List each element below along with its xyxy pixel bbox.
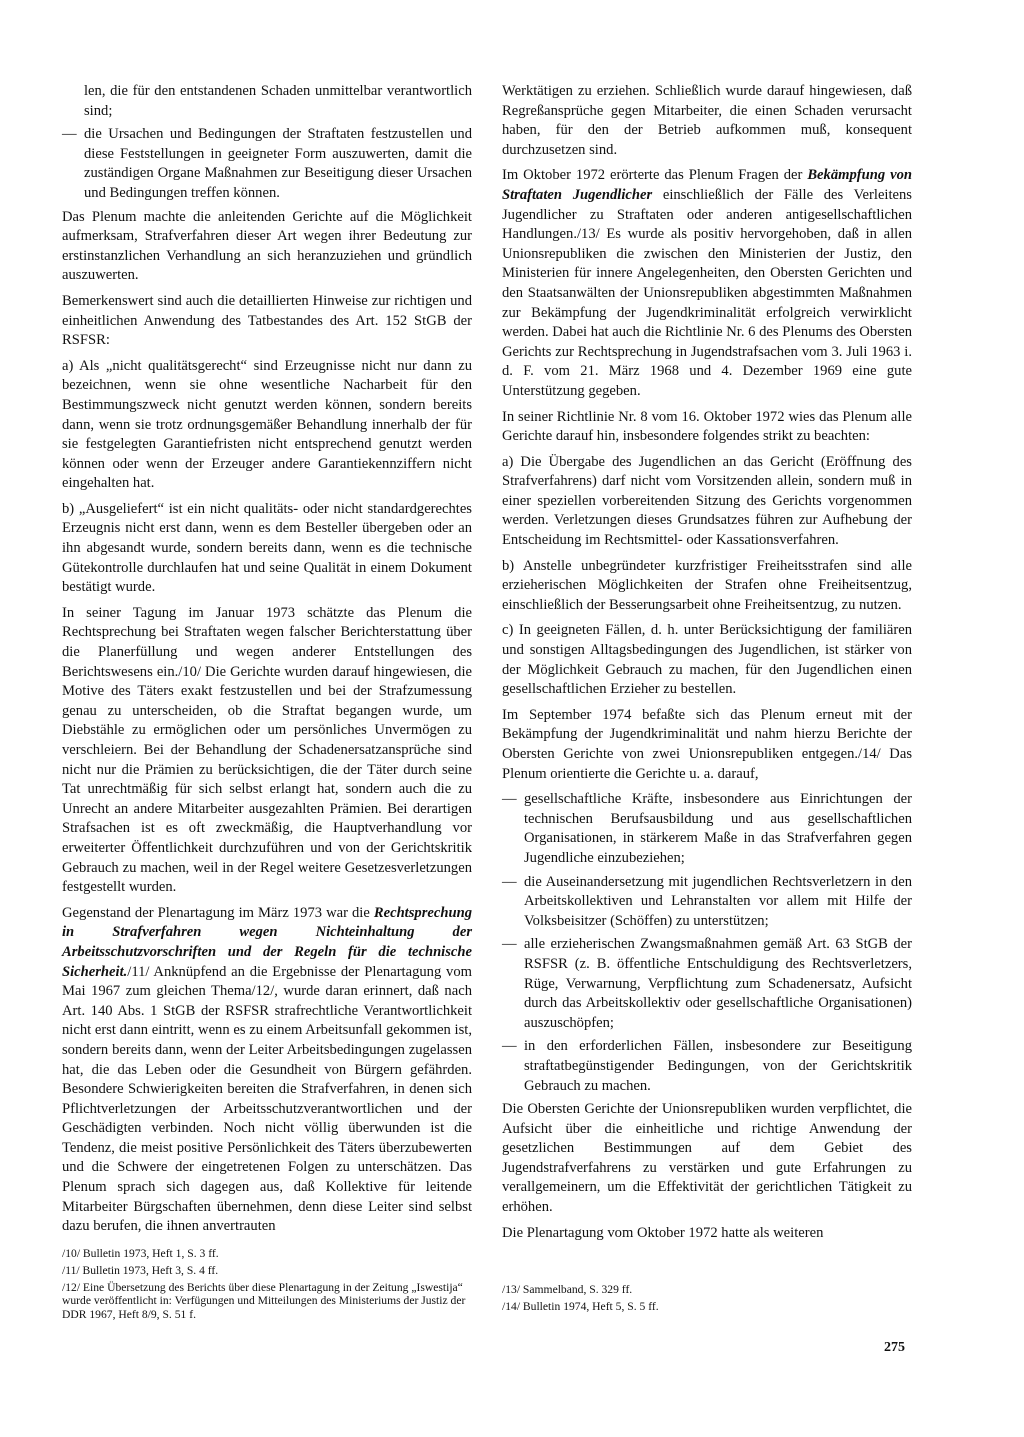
paragraph-richtlinie: In seiner Richtlinie Nr. 8 vom 16. Oktober 1972 wies das Plenum alle Gerichte darauf hin, insbesondere folgendes strikt zu beachten: (502, 408, 912, 445)
paragraph-last: Die Plenartagung vom Oktober 1972 hatte als weiteren (502, 1224, 824, 1241)
left-column (62, 82, 472, 1243)
footnote: /12/ Eine Übersetzung des Berichts über diese Plenartagung in der Zeitung „Iswestija“ wurde veröffentlicht in: Verfügungen und Mitteilungen des Ministeriums der Justiz der DDR 1967, Heft 8/9, S. 51 f. (62, 1280, 466, 1322)
paragraph-point-c: c) In geeigneten Fällen, d. h. unter Berücksichtigung der familiären und sonstigen Alltagsbedingungen des Jugendlichen, ist stärker von der Möglichkeit Gebrauch zu machen, für den Jugendlichen einen gesellschaftlichen Erzieher zu bestellen. (502, 622, 912, 698)
dash-bullet: — (62, 126, 77, 143)
paragraph-obersten-gerichte: Die Obersten Gerichte der Unionsrepubliken wurden verpflichtet, die Aufsicht über die einheitliche und richtige Anwendung der gesetzlichen Bestimmungen auf dem Gebiet des Jugendstrafverfahrens zu verstärken und gute Erfahrungen zu verallgemeinern, um die Effektivität der gerichtlichen Tätigkeit zu erhöhen. (502, 1101, 912, 1216)
paragraph-point-b: b) Anstelle unbegründeter kurzfristiger Freiheitsstrafen sind alle erzieherischen Möglichkeiten der Strafen ohne Freiheitsentzug, einschließlich der Besserungsarbeit ohne Freiheitsentzug, zu nutzen. (502, 557, 912, 613)
paragraph-plenum: Das Plenum machte die anleitenden Gerichte auf die Möglichkeit aufmerksam, Strafverfahren dieser Art wegen ihrer Bedeutung zur erstinstanzlichen Verhandlung an sich heranzuziehen und gründlich auszuwerten. (62, 208, 472, 284)
list-item: — die Ursachen und Bedingungen der Straftaten festzustellen und diese Feststellungen in geeigneter Form auszuwerten, damit die zuständigen Organe Maßnahmen zur Beseitigung dieser Ursachen und Bedingungen treffen können. (62, 126, 472, 201)
list-item: — die Auseinandersetzung mit jugendlichen Rechtsverletzern in den Arbeitskollektiven und Lehranstalten vor allem mit Hilfe der Volksbeisitzer (Schöffen) zu unterstützen; (502, 873, 912, 929)
emphasis-topic: Rechtsprechung in Strafverfahren wegen Nichteinhaltung der Arbeitsschutzvorschriften und der Regeln für die technische Sicherheit. (62, 904, 472, 980)
dash-bullet: — (502, 791, 517, 808)
paragraph-maerz-1973: Gegenstand der Plenartagung im März 1973 war die Rechtsprechung in Strafverfahren wegen Nichteinhaltung der Arbeitsschutzvorschriften und der Regeln für die technische Sicherheit./11/ Anknüpfend an die Ergebnisse der Plenartagung vom Mai 1967 zum gleichen Thema/12/, wurde daran erinnert, daß nach Art. 140 Abs. 1 StGB der RSFSR strafrechtliche Verantwortlichkeit nicht erst dann eintritt, wenn es zu einem Arbeitsunfall gekommen ist, sondern bereits dann, wenn der Leiter Arbeitsbedingungen zugelassen hat, die das Leben oder die Gesundheit von Bürgern gefährden. Besondere Schwierigkeiten bereiten die Strafverfahren, in denen sich Pflichtverletzungen der Arbeitsschutzverantwortlichen und der Geschädigten verbinden. Noch nicht völlig überwunden ist die Tendenz, die meist positive Persönlichkeit des Täters überzubewerten und die Schwere der eingetretenen Folgen zu unterschätzen. Das Plenum sprach sich dagegen aus, daß Kollektive für leitende Mitarbeiter Bürgschaften übernehmen, denn diese Leiter sind selbst dazu berufen, die ihnen anvertrauten (62, 904, 472, 1235)
right-column (502, 82, 912, 1249)
paragraph-point-b: b) „Ausgeliefert“ ist ein nicht qualitäts- oder nicht standardgerechtes Erzeugnis nicht erst dann, wenn es dem Besteller übergeben oder an ihn abgesandt wurde, sondern bereits dann, wenn es die technische Gütekontrolle durchlaufen hat und seine Qualität in einem Dokument bestätigt wurde. (62, 500, 472, 596)
paragraph-point-a: a) Die Übergabe des Jugendlichen an das Gericht (Eröffnung des Strafverfahrens) darf nicht vom Vorsitzenden allein, sondern muß in einer speziellen vorbereitenden Sitzung des Gerichts vorgenommen werden. Verletzungen dieses Grundsatzes führen zur Aufhebung der Entscheidung im Rechtsmittel- oder Kassationsverfahren. (502, 453, 912, 549)
dash-bullet: — (502, 936, 517, 953)
list-item: — in den erforderlichen Fällen, insbesondere zur Beseitigung straftatbegünstigender Bedingungen, von der Gerichtskritik Gebrauch zu machen. (502, 1038, 912, 1094)
list-item-continuation: len, die für den entstandenen Schaden unmittelbar verantwortlich sind; (84, 83, 472, 119)
dash-bullet: — (502, 873, 517, 890)
list-item: — alle erzieherischen Zwangsmaßnahmen gemäß Art. 63 StGB der RSFSR (z. B. öffentliche Entschuldigung des Rechtsverletzers, Rüge, Verwarnung, Verpflichtung zum Schadenersatz, Aufsicht durch das Arbeitskollektiv oder gesellschaftliche Organisationen) auszuschöpfen; (502, 936, 912, 1031)
footnote: /11/ Bulletin 1973, Heft 3, S. 4 ff. (62, 1263, 219, 1277)
footnote: /10/ Bulletin 1973, Heft 1, S. 3 ff. (62, 1247, 219, 1260)
footnote: /14/ Bulletin 1974, Heft 5, S. 5 ff. (502, 1299, 659, 1313)
footnotes-left (62, 1247, 472, 1325)
paragraph-point-a: a) Als „nicht qualitätsgerecht“ sind Erzeugnisse nicht nur dann zu bezeichnen, wenn sie ohne wesentliche Nacharbeit für den Bestimmungszweck nicht genutzt werden können, sondern bereits dann, wenn sie trotz ordnungsgemäßer Behandlung innerhalb der für sie festgelegten Garantiefristen nicht entsprechend genutzt werden können oder wenn der Erzeuger andere Garantiekennziffern nicht eingehalten hat. (62, 357, 472, 492)
list-item: — gesellschaftliche Kräfte, insbesondere aus Einrichtungen der technischen Berufsausbildung und aus gesellschaftlichen Organisationen, in stärkerem Maße in das Strafverfahren gegen Jugendliche einzubeziehen; (502, 791, 912, 866)
emphasis-topic: Bekämpfung von Straftaten Jugendlicher (502, 167, 912, 203)
paragraph-continuation: Werktätigen zu erziehen. Schließlich wurde darauf hingewiesen, daß Regreßansprüche gegen Mitarbeiter, die einen Schaden verursacht haben, für den der Betrieb aufkommen muß, konsequent durchzusetzen sind. (502, 83, 912, 158)
page-number: 275 (884, 1340, 905, 1355)
paragraph-oktober-1972: Im Oktober 1972 erörterte das Plenum Fragen der Bekämpfung von Straftaten Jugendlicher einschließlich der Fälle des Verleitens Jugendlicher zu Straftaten oder anderen antigesellschaftlichen Handlungen./13/ Es wurde als positiv hervorgehoben, daß in allen Unionsrepubliken die zwischen den Ministerien der Justiz, den Ministerien für innere Angelegenheiten, den Obersten Gerichten und den Staatsanwälten der Unionsrepubliken abgestimmten Maßnahmen zur Bekämpfung der Jugendkriminalität erfolgreich verwirklicht werden. Dabei hat auch die Richtlinie Nr. 6 des Plenums des Obersten Gerichts zur Rechtsprechung in Jugendstrafsachen vom 3. Juli 1963 i. d. F. vom 21. März 1968 und 4. Dezember 1969 eine gute Unterstützung gegeben. (502, 167, 912, 399)
dash-bullet: — (502, 1038, 517, 1055)
footnote: /13/ Sammelband, S. 329 ff. (502, 1283, 633, 1296)
paragraph-september-1974: Im September 1974 befaßte sich das Plenum erneut mit der Bekämpfung der Jugendkriminalität und nahm hierzu Berichte der Obersten Gerichte von zwei Unionsrepubliken entgegen./14/ Das Plenum orientierte die Gerichte u. a. darauf, (502, 706, 912, 782)
paragraph-bemerkenswert: Bemerkenswert sind auch die detaillierten Hinweise zur richtigen und einheitlichen Anwendung des Tatbestandes des Art. 152 StGB der RSFSR: (62, 292, 472, 349)
footnotes-right (502, 1283, 912, 1317)
paragraph-januar-1973: In seiner Tagung im Januar 1973 schätzte das Plenum die Rechtsprechung bei Straftaten wegen falscher Berichterstattung über die Planerfüllung und wegen anderer Entstellungen des Berichtswesens ein./10/ Die Gerichte wurden darauf hingewiesen, die Motive des Täters exakt festzustellen und bei der Strafzumessung genau zu unterscheiden, ob die Straftat begangen wurde, um Diebstähle zu ermöglichen oder um persönliches Unvermögen zu verschleiern. Bei der Behandlung der Schadenersatzansprüche sind nicht nur die Prämien zu berücksichtigen, die der Täter durch seine Tat unrechtmäßig für sich selbst erlangt hat, sondern auch die zu Unrecht an andere Mitarbeiter ausgezahlten Prämien. Bei derartigen Strafsachen ist es oft zweckmäßig, die Hauptverhandlung vor erweiterter Öffentlichkeit durchzuführen und von der Gerichtskritik Gebrauch zu machen, weil in der Regel weitere Gesetzesverletzungen festgestellt wurden. (62, 604, 472, 896)
